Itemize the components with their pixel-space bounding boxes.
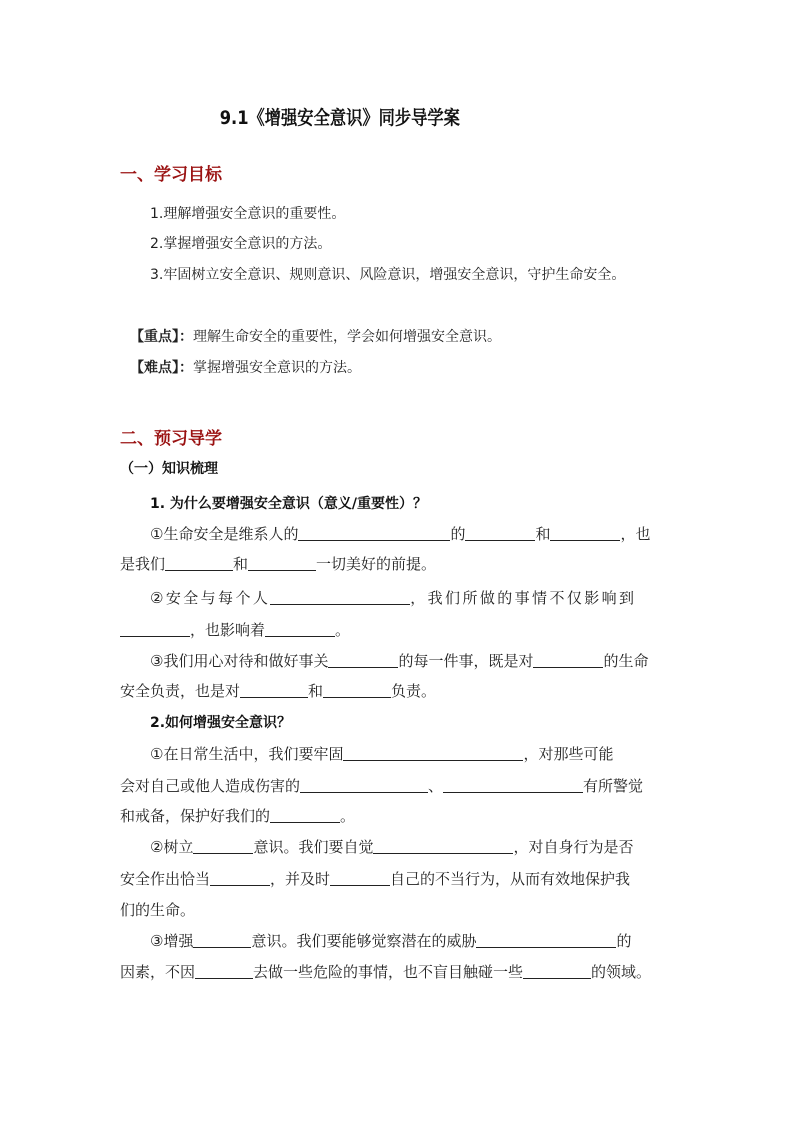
q2-p3-line2 [120,961,651,983]
text-run: 和 [308,682,324,700]
key-point-text: 理解生命安全的重要性，学会如何增强安全意识。 [193,329,501,345]
text-run: 们的生命。 [120,901,196,919]
text-run: 安全作出恰当 [120,870,211,888]
text-run: ②树立 [150,838,194,856]
q2-p2-line2 [120,868,630,890]
text-run: 有所警觉 [583,777,644,795]
text-run: 安全负责，也是对 [120,682,241,700]
q1-p2-line1 [150,587,636,609]
text-run: ③我们用心对待和做好事关 [150,652,329,670]
text-run: ，对那些可能 [523,745,614,763]
q1-p3-line2 [120,680,436,702]
text-run: ，也 [620,525,651,543]
text-run: ①在日常生活中，我们要牢固 [150,745,344,763]
text-run: 、 [428,777,444,795]
text-run: ①生命安全是维系人的 [150,525,299,543]
fill-blank [240,682,308,698]
goal-item-1: 1.理解增强安全意识的重要性。 [150,206,346,222]
q2-p1-line3 [120,805,355,827]
question-1-title: 1. 为什么要增强安全意识（意义/重要性）？ [150,496,428,512]
q1-p3-line1 [150,650,648,672]
key-point [130,326,501,346]
text-run: ，也影响着 [190,621,266,639]
fill-blank [165,555,233,571]
text-run: 。 [340,807,356,825]
fill-blank [443,777,583,793]
fill-blank [523,963,591,979]
fill-blank [210,870,270,886]
key-point-tag: 【重点】： [130,329,193,345]
fill-blank [298,525,450,541]
section-heading-preview: 二、预习导学 [120,429,222,449]
q2-p3-line1 [150,930,631,952]
text-run: 意识。我们要自觉 [253,838,374,856]
q1-p2-line2 [120,619,350,641]
fill-blank [300,777,428,793]
subheading-knowledge: （一）知识梳理 [120,461,218,477]
q1-p1-line2 [120,553,436,575]
q1-p1-line1 [150,523,651,545]
fill-blank [265,621,335,637]
text-run: 和 [233,555,249,573]
text-run: 的生命 [603,652,649,670]
text-run: 的每一件事，既是对 [398,652,534,670]
fill-blank [248,555,316,571]
fill-blank [373,838,513,854]
q2-p1-line1 [150,743,613,765]
difficult-point-text: 掌握增强安全意识的方法。 [193,360,361,376]
text-run: 因素，不因 [120,963,196,981]
text-run: 和 [535,525,551,543]
goal-item-2: 2.掌握增强安全意识的方法。 [150,236,332,252]
fill-blank [465,525,535,541]
text-run: 是我们 [120,555,166,573]
fill-blank [193,932,251,948]
text-run: 的领域。 [591,963,652,981]
goal-item-3: 3.牢固树立安全意识、规则意识、风险意识，增强安全意识，守护生命安全。 [150,267,626,283]
fill-blank [330,870,390,886]
document-title: 9.1《增强安全意识》同步导学案 [219,107,460,129]
text-run: 一切美好的前提。 [316,555,437,573]
fill-blank [120,621,190,637]
fill-blank [193,838,253,854]
fill-blank [270,807,340,823]
q2-p2-line3 [120,899,195,921]
fill-blank [270,589,410,605]
difficult-point-tag: 【难点】： [130,360,193,376]
text-run: ③增强 [150,932,194,950]
text-run: ，并及时 [270,870,331,888]
text-run: 去做一些危险的事情，也不盲目触碰一些 [253,963,524,981]
question-2-title: 2.如何增强安全意识？ [150,715,292,731]
text-run: ②安全与每个人 [150,589,271,607]
text-run: ，对自身行为是否 [513,838,634,856]
fill-blank [550,525,620,541]
text-run: 自己的不当行为，从而有效地保护我 [390,870,631,888]
text-run: ，我们所做的事情不仅影响到 [410,589,637,607]
text-run: 的 [616,932,632,950]
fill-blank [343,745,523,761]
text-run: 。 [335,621,351,639]
fill-blank [476,932,616,948]
text-run: 会对自己或他人造成伤害的 [120,777,301,795]
text-run: 的 [450,525,466,543]
q2-p2-line1 [150,836,633,858]
text-run: 意识。我们要能够觉察潜在的威胁 [251,932,477,950]
fill-blank [323,682,391,698]
text-run: 负责。 [391,682,437,700]
section-heading-learning-goals: 一、学习目标 [120,165,222,185]
text-run: 和戒备，保护好我们的 [120,807,271,825]
difficult-point [130,357,361,377]
fill-blank [195,963,253,979]
q2-p1-line2 [120,775,643,797]
fill-blank [328,652,398,668]
fill-blank [533,652,603,668]
